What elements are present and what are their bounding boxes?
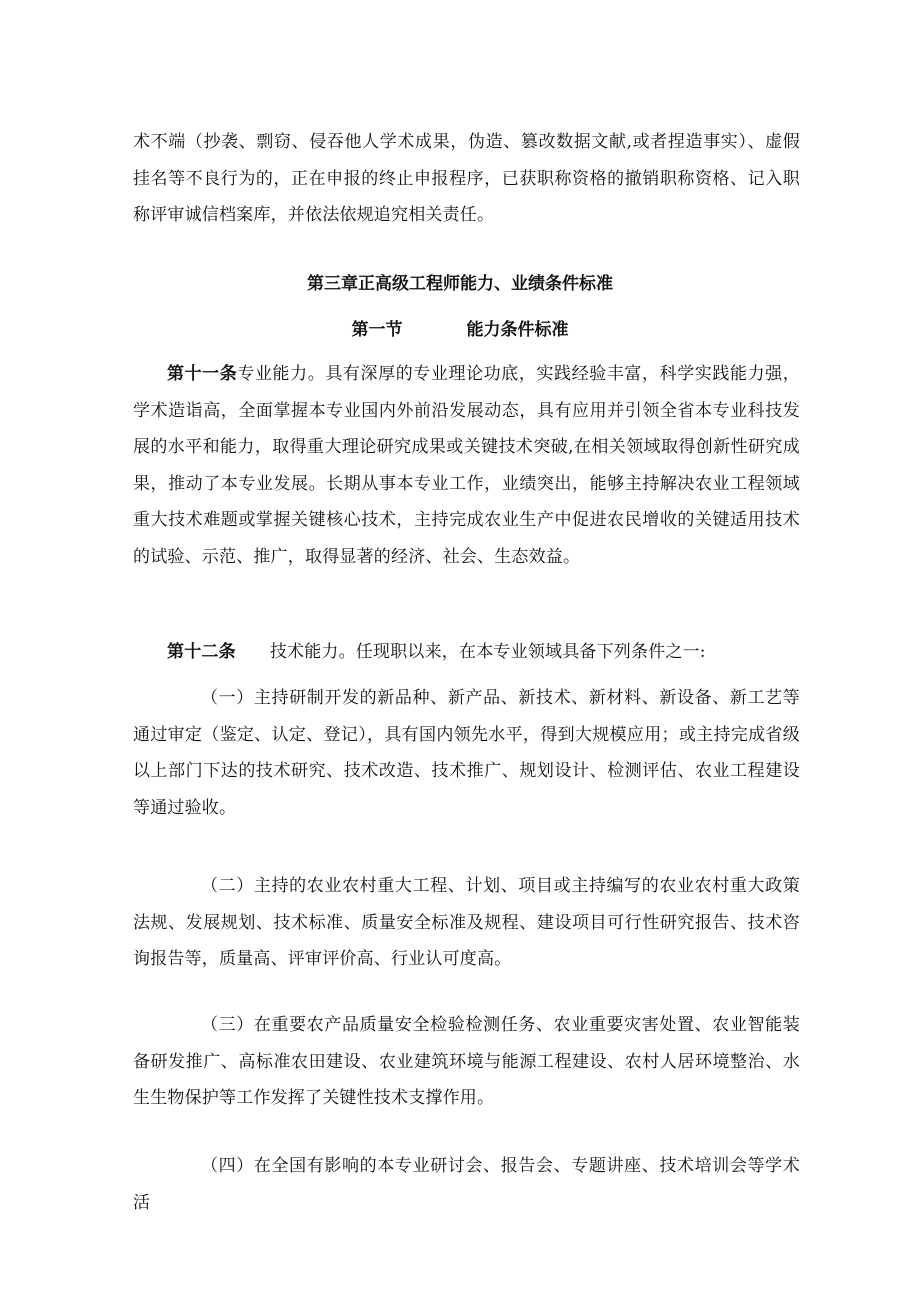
- list-item: （三）在重要农产品质量安全检验检测任务、农业重要灾害处置、农业智能装备研发推广、高标准农田建设、农业建筑环境与能源工程建设、农村人居环境整治、水生生物保护等工作发挥了关键性技术支撑作用。: [133, 1015, 800, 1108]
- article-12-text: 技术能力。任现职以来，在本专业领域具备下列条件之一:: [269, 642, 706, 662]
- article-11-label: 第十一条: [167, 364, 238, 384]
- section-number: 第一节: [351, 320, 403, 340]
- list-item: （四）在全国有影响的本专业研讨会、报告会、专题讲座、技术培训会等学术活: [133, 1156, 800, 1213]
- section-heading: [0, 312, 920, 348]
- article-11-text: 专业能力。具有深厚的专业理论功底，实践经验丰富，科学实践能力强，学术造诣高，全面掌握本专业国内外前沿发展动态，具有应用并引领全省本专业科技发展的水平和能力，取得重大理论研究成果或关键技术突破,在相关领域取得创新性研究成果，推动了本专业发展。长期从事本专业工作，业绩突出，能够主持解决农业工程领域重大技术难题或掌握关键核心技术，主持完成农业生产中促进农民增收的关键适用技术的试验、示范、推广，取得显著的经济、社会、生态效益。: [133, 364, 800, 567]
- paragraph-continuation: 术不端（抄袭、剽窃、侵吞他人学术成果，伪造、篡改数据文献,或者捏造事实）、虚假挂名等不良行为的，正在申报的终止申报程序，已获职称资格的撤销职称资格、记入职称评审诚信档案库，并依法依规追究相关责任。: [133, 132, 800, 225]
- article-12: [133, 634, 800, 671]
- section-title: 能力条件标准: [466, 320, 569, 340]
- article-12-label: 第十二条: [167, 642, 236, 662]
- list-item: （二）主持的农业农村重大工程、计划、项目或主持编写的农业农村重大政策法规、发展规划、技术标准、质量安全标准及规程、建设项目可行性研究报告、技术咨询报告等，质量高、评审评价高、行业认可度高。: [133, 876, 800, 969]
- article-11: [133, 356, 800, 575]
- list-item: （一）主持研制开发的新品种、新产品、新技术、新材料、新设备、新工艺等通过审定（鉴定、认定、登记），具有国内领先水平，得到大规模应用；或主持完成省级以上部门下达的技术研究、技术改造、技术推广、规划设计、检测评估、农业工程建设等通过验收。: [133, 688, 800, 818]
- chapter-title: 第三章正高级工程师能力、业绩条件标准: [307, 274, 613, 294]
